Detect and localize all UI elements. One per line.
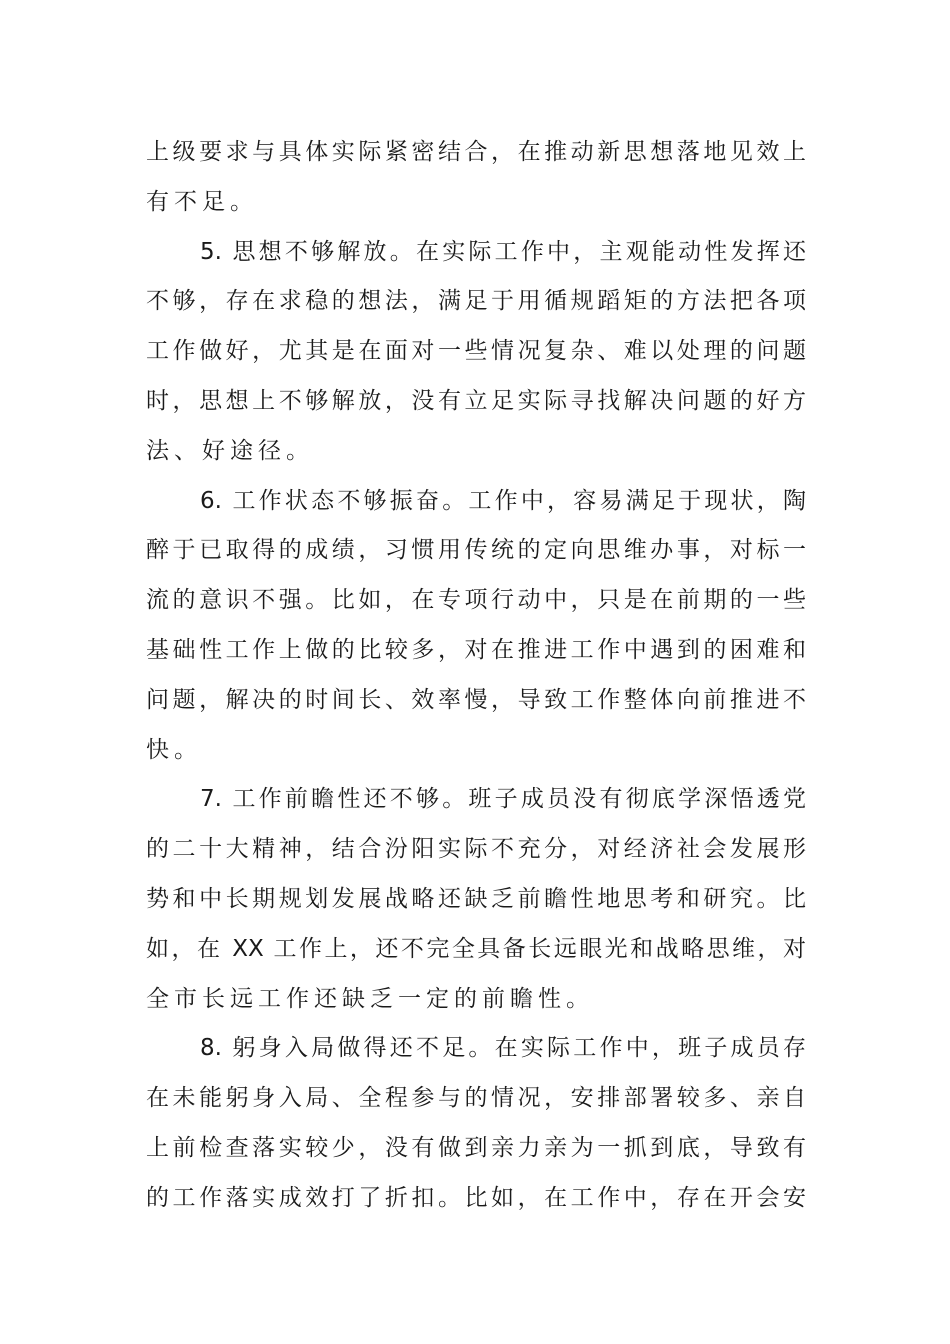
text-line: 上前检查落实较少，没有做到亲力亲为一抓到底，导致有 bbox=[146, 1134, 806, 1161]
paragraph-5-start: 5. 思想不够解放。在实际工作中，主观能动性发挥还 bbox=[200, 238, 806, 265]
text-line: 如，在 XX 工作上，还不完全具备长远眼光和战略思维，对 bbox=[146, 935, 806, 962]
text-line: 问题，解决的时间长、效率慢，导致工作整体向前推进不 bbox=[146, 686, 806, 713]
text-line: 在未能躬身入局、全程参与的情况，安排部署较多、亲自 bbox=[146, 1085, 806, 1112]
paragraph-6-start: 6. 工作状态不够振奋。工作中，容易满足于现状，陶 bbox=[200, 487, 806, 514]
text-line: 工作做好，尤其是在面对一些情况复杂、难以处理的问题 bbox=[146, 338, 806, 365]
text-line: 势和中长期规划发展战略还缺乏前瞻性地思考和研究。比 bbox=[146, 885, 806, 912]
paragraph-8-start: 8. 躬身入局做得还不足。在实际工作中，班子成员存 bbox=[200, 1035, 806, 1062]
text-line: 有不足。 bbox=[146, 188, 258, 215]
text-line: 的二十大精神，结合汾阳实际不充分，对经济社会发展形 bbox=[146, 836, 806, 863]
text-line: 快。 bbox=[146, 736, 202, 763]
text-line: 时，思想上不够解放，没有立足实际寻找解决问题的好方 bbox=[146, 387, 806, 414]
text-line: 流的意识不强。比如，在专项行动中，只是在前期的一些 bbox=[146, 587, 806, 614]
text-line: 法、好途径。 bbox=[146, 437, 314, 464]
text-line: 醉于已取得的成绩，习惯用传统的定向思维办事，对标一 bbox=[146, 537, 806, 564]
paragraph-7-start: 7. 工作前瞻性还不够。班子成员没有彻底学深悟透党 bbox=[200, 786, 806, 813]
text-line: 上级要求与具体实际紧密结合，在推动新思想落地见效上 bbox=[146, 139, 806, 165]
text-line: 基础性工作上做的比较多，对在推进工作中遇到的困难和 bbox=[146, 636, 806, 663]
document-body bbox=[146, 128, 806, 1224]
text-line: 的工作落实成效打了折扣。比如，在工作中，存在开会安 bbox=[146, 1184, 806, 1211]
text-line: 全市长远工作还缺乏一定的前瞻性。 bbox=[146, 985, 594, 1012]
text-line: 不够，存在求稳的想法，满足于用循规蹈矩的方法把各项 bbox=[146, 288, 806, 315]
